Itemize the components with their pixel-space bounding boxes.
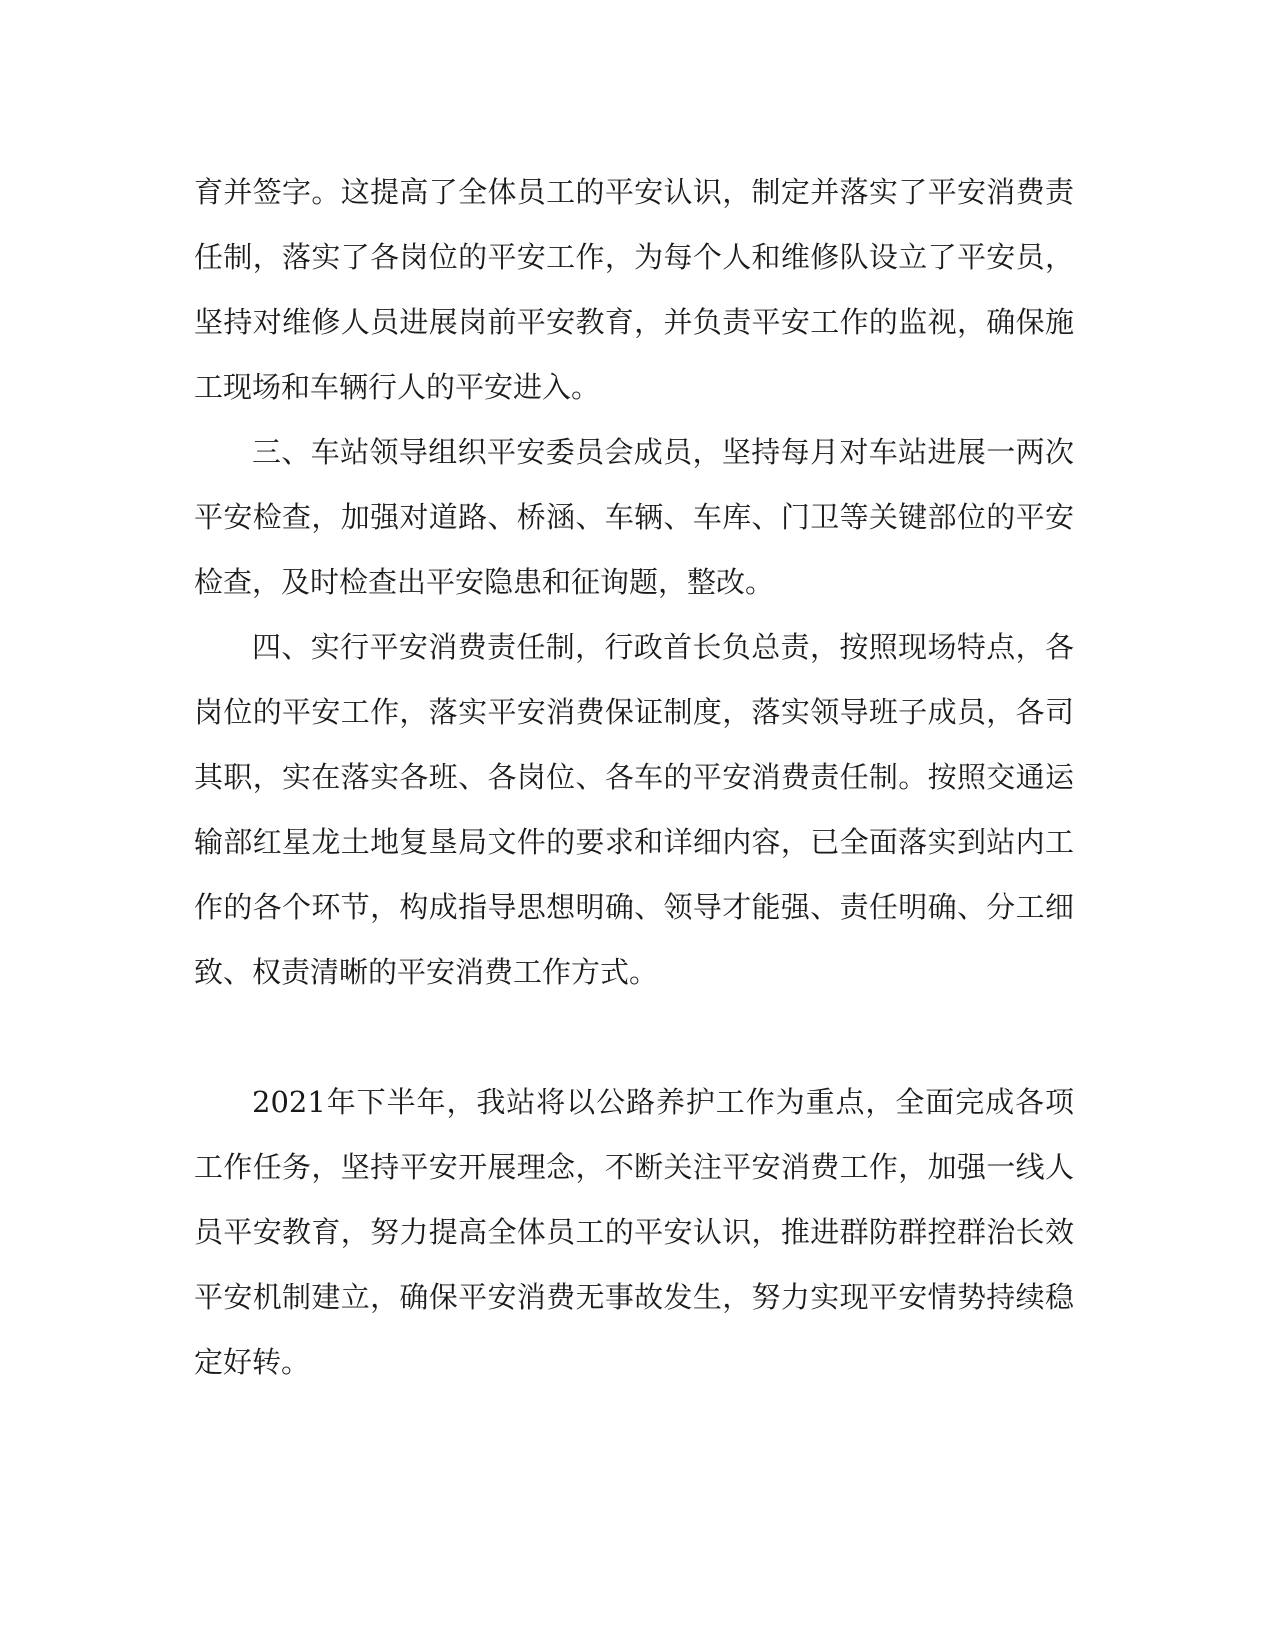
paragraph-outlook: 2021年下半年，我站将以公路养护工作为重点，全面完成各项工作任务，坚持平安开展理念，不断关注平安消费工作，加强一线人员平安教育，努力提高全体员工的平安认识，推进群防群控群治长效平安机制建立，确保平安消费无事故发生，努力实现平安情势持续稳定好转。 [194, 1085, 1074, 1379]
document-body [194, 160, 1074, 1395]
paragraph-item-three: 三、车站领导组织平安委员会成员，坚持每月对车站进展一两次平安检查，加强对道路、桥涵、车辆、车库、门卫等关键部位的平安检查，及时检查出平安隐患和征询题，整改。 [194, 435, 1074, 599]
paragraph-item-four: 四、实行平安消费责任制，行政首长负总责，按照现场特点，各岗位的平安工作，落实平安消费保证制度，落实领导班子成员，各司其职，实在落实各班、各岗位、各车的平安消费责任制。按照交通运输部红星龙土地复垦局文件的要求和详细内容，已全面落实到站内工作的各个环节，构成指导思想明确、领导才能强、责任明确、分工细致、权责清晰的平安消费工作方式。 [194, 630, 1074, 989]
paragraph-spacer [194, 1005, 1074, 1070]
paragraph-continuation: 育并签字。这提高了全体员工的平安认识，制定并落实了平安消费责任制，落实了各岗位的平安工作，为每个人和维修队设立了平安员，坚持对维修人员进展岗前平安教育，并负责平安工作的监视，确保施工现场和车辆行人的平安进入。 [194, 175, 1074, 404]
